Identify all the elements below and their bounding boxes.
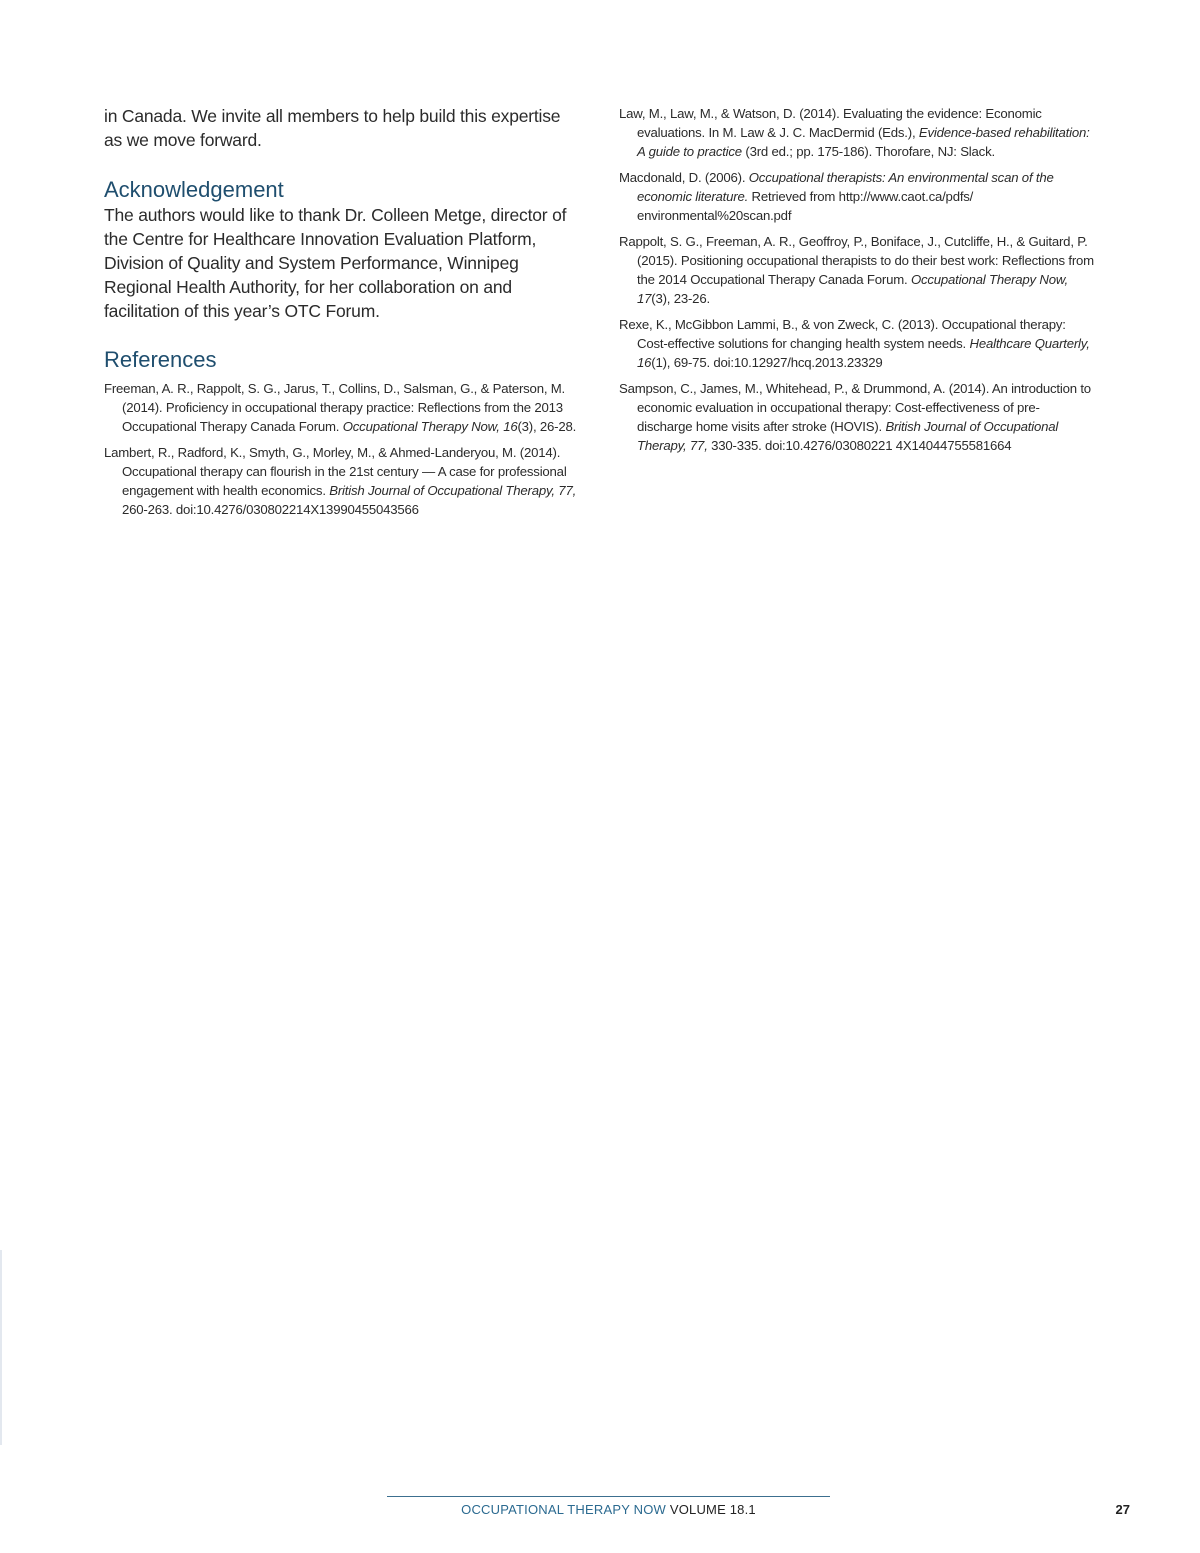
reference-details: (3), 26-28.: [517, 419, 577, 434]
reference-item: [619, 379, 1094, 455]
reference-details: (1), 69-75. doi:10.12927/hcq.2013.23329: [651, 355, 883, 370]
reference-item: [619, 315, 1094, 372]
reference-source: Occupational Therapy Now, 16: [342, 419, 518, 434]
margin-bar: [0, 1250, 2, 1445]
reference-item: [619, 232, 1094, 308]
reference-details: Retrieved from http://www.caot.ca/pdfs/ environmental%20scan.pdf: [637, 189, 974, 223]
reference-text: Lambert, R., Radford, K., Smyth, G., Morley, M., & Ahmed-Landeryou, M. (2014). Occupational therapy can flourish in the 21st century — A case for professional engagement with health economics.: [104, 445, 567, 498]
reference-source: British Journal of Occupational Therapy, 77,: [637, 419, 1059, 453]
reference-item: [619, 104, 1094, 161]
reference-source: British Journal of Occupational Therapy, 77,: [329, 483, 577, 498]
reference-item: [104, 379, 582, 436]
left-column: [104, 104, 582, 526]
reference-text: Freeman, A. R., Rappolt, S. G., Jarus, T., Collins, D., Salsman, G., & Paterson, M. (2014). Proficiency in occupational therapy practice: Reflections from the 2013 Occupational Therapy Canada Forum.: [104, 381, 566, 434]
reference-source: Evidence-based rehabilitation: A guide to practice: [637, 125, 1090, 159]
reference-details: 330-335. doi:10.4276/03080221 4X14044755581664: [707, 438, 1012, 453]
reference-item: [619, 168, 1094, 225]
reference-text: Sampson, C., James, M., Whitehead, P., & Drummond, A. (2014). An introduction to economic evaluation in occupational therapy: Cost-effectiveness of pre-discharge home visits after stroke (HOVIS).: [619, 381, 1091, 434]
reference-source: Healthcare Quarterly, 16: [637, 336, 1090, 370]
reference-source: Occupational therapists: An environmental scan of the economic literature.: [637, 170, 1054, 204]
reference-details: (3), 23-26.: [651, 291, 710, 306]
footer-volume: VOLUME 18.1: [669, 1502, 756, 1517]
reference-source: Occupational Therapy Now, 17: [637, 272, 1068, 306]
references-heading: References: [104, 347, 217, 372]
reference-item: [104, 443, 582, 519]
reference-text: Macdonald, D. (2006).: [619, 170, 749, 185]
reference-details: 260-263. doi:10.4276/030802214X13990455043566: [122, 502, 419, 517]
reference-text: Law, M., Law, M., & Watson, D. (2014). Evaluating the evidence: Economic evaluations. In M. Law & J. C. MacDermid (Eds.),: [619, 106, 1042, 140]
reference-text: Rexe, K., McGibbon Lammi, B., & von Zweck, C. (2013). Occupational therapy: Cost-effective solutions for changing health system needs.: [619, 317, 1066, 351]
reference-details: (3rd ed.; pp. 175-186). Thorofare, NJ: Slack.: [741, 144, 995, 159]
footer: [387, 1502, 830, 1517]
page-number: 27: [1115, 1502, 1130, 1517]
footer-rule: [387, 1496, 830, 1497]
intro-paragraph: in Canada. We invite all members to help build this expertise as we move forward.: [104, 106, 561, 150]
acknowledgement-text: The authors would like to thank Dr. Colleen Metge, director of the Centre for Healthcare Innovation Evaluation Platform, Division of Quality and System Performance, Winnipeg Regional Health Authority, for her collaboration on and facilitation of this year’s OTC Forum.: [104, 205, 567, 321]
footer-journal-title: OCCUPATIONAL THERAPY NOW: [461, 1502, 667, 1517]
right-column: [619, 104, 1094, 462]
reference-text: Rappolt, S. G., Freeman, A. R., Geoffroy, P., Boniface, J., Cutcliffe, H., & Guitard, P. (2015). Positioning occupational therapists to do their best work: Reflections from the 2014 Occupational Therapy Canada Forum.: [619, 234, 1094, 287]
acknowledgement-heading: Acknowledgement: [104, 177, 284, 202]
